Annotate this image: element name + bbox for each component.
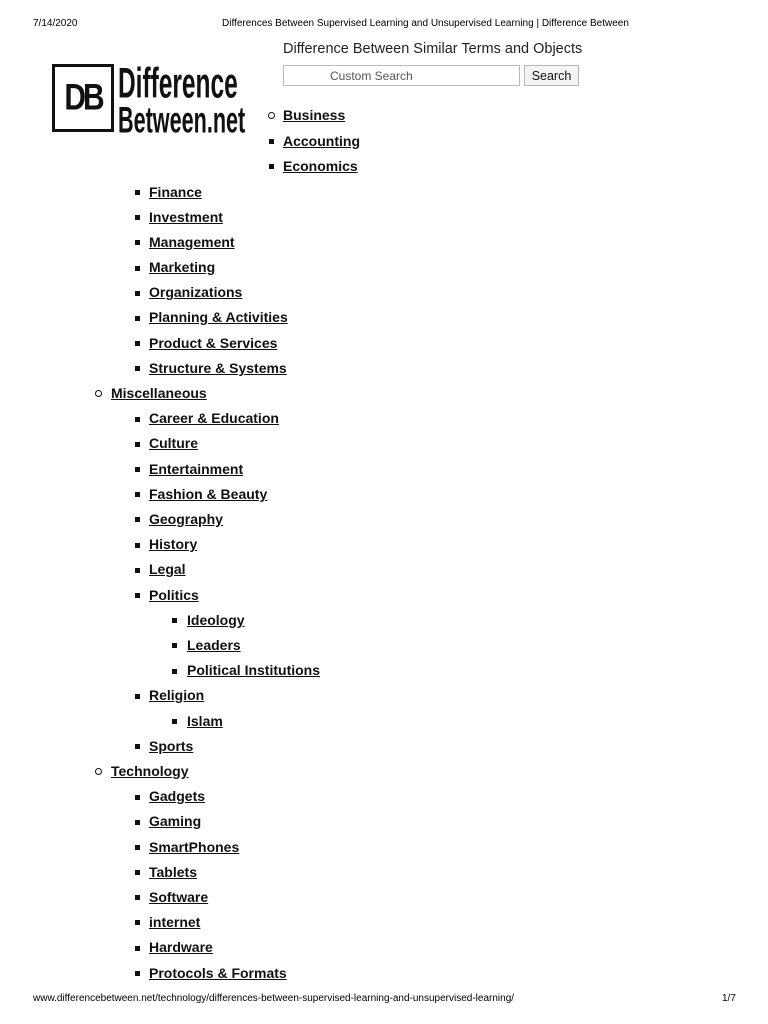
square-bullet-icon xyxy=(135,744,140,749)
nav-geography[interactable]: Geography xyxy=(149,511,223,527)
print-url: www.differencebetween.net/technology/differences-between-supervised-learning-and-unsupervised-learning/ xyxy=(33,993,515,1004)
circle-bullet-icon xyxy=(268,112,275,119)
nav-fashion-beauty[interactable]: Fashion & Beauty xyxy=(149,486,268,502)
circle-bullet-icon xyxy=(95,768,102,775)
square-bullet-icon xyxy=(269,164,274,169)
nav-economics[interactable]: Economics xyxy=(283,158,358,174)
nav-legal[interactable]: Legal xyxy=(149,561,186,577)
square-bullet-icon xyxy=(135,291,140,296)
square-bullet-icon xyxy=(135,694,140,699)
square-bullet-icon xyxy=(269,139,274,144)
logo-mark xyxy=(52,64,114,132)
nav-gaming[interactable]: Gaming xyxy=(149,813,202,829)
nav-accounting[interactable]: Accounting xyxy=(283,133,360,149)
square-bullet-icon xyxy=(135,517,140,522)
nav-technology[interactable]: Technology xyxy=(111,763,189,779)
logo-mark-text: DB xyxy=(64,76,102,118)
nav-tablets[interactable]: Tablets xyxy=(149,864,197,880)
nav-culture[interactable]: Culture xyxy=(149,435,198,451)
square-bullet-icon xyxy=(135,467,140,472)
square-bullet-icon xyxy=(135,341,140,346)
square-bullet-icon xyxy=(135,240,140,245)
print-date: 7/14/2020 xyxy=(33,18,78,29)
nav-gadgets[interactable]: Gadgets xyxy=(149,788,206,804)
square-bullet-icon xyxy=(135,316,140,321)
nav-internet[interactable]: internet xyxy=(149,914,201,930)
square-bullet-icon xyxy=(135,215,140,220)
nav-marketing[interactable]: Marketing xyxy=(149,259,216,275)
square-bullet-icon xyxy=(135,946,140,951)
logo-line-1: Difference xyxy=(118,60,238,108)
square-bullet-icon xyxy=(135,492,140,497)
nav-religion[interactable]: Religion xyxy=(149,687,205,703)
square-bullet-icon xyxy=(135,417,140,422)
nav-islam[interactable]: Islam xyxy=(187,713,223,729)
square-bullet-icon xyxy=(135,190,140,195)
nav-smartphones[interactable]: SmartPhones xyxy=(149,839,240,855)
nav-entertainment[interactable]: Entertainment xyxy=(149,461,244,477)
square-bullet-icon xyxy=(172,719,177,724)
site-tagline: Difference Between Similar Terms and Objects xyxy=(283,41,583,57)
square-bullet-icon xyxy=(135,266,140,271)
square-bullet-icon xyxy=(135,543,140,548)
nav-leaders[interactable]: Leaders xyxy=(187,637,241,653)
search-button[interactable]: Search xyxy=(524,65,579,86)
square-bullet-icon xyxy=(172,669,177,674)
nav-planning-activities[interactable]: Planning & Activities xyxy=(149,309,288,325)
print-page-title: Differences Between Supervised Learning and Unsupervised Learning | Difference Between xyxy=(222,18,629,29)
nav-politics[interactable]: Politics xyxy=(149,587,199,603)
square-bullet-icon xyxy=(135,568,140,573)
nav-organizations[interactable]: Organizations xyxy=(149,284,243,300)
nav-software[interactable]: Software xyxy=(149,889,209,905)
nav-history[interactable]: History xyxy=(149,536,198,552)
square-bullet-icon xyxy=(135,920,140,925)
nav-product-services[interactable]: Product & Services xyxy=(149,335,278,351)
print-page-number: 1/7 xyxy=(722,993,736,1004)
nav-miscellaneous[interactable]: Miscellaneous xyxy=(111,385,207,401)
square-bullet-icon xyxy=(135,593,140,598)
site-logo[interactable] xyxy=(52,60,257,142)
nav-ideology[interactable]: Ideology xyxy=(187,612,245,628)
square-bullet-icon xyxy=(135,820,140,825)
logo-line-2: Between.net xyxy=(118,100,246,142)
nav-business[interactable]: Business xyxy=(283,107,346,123)
nav-hardware[interactable]: Hardware xyxy=(149,939,213,955)
nav-investment[interactable]: Investment xyxy=(149,209,223,225)
square-bullet-icon xyxy=(172,618,177,623)
square-bullet-icon xyxy=(172,643,177,648)
square-bullet-icon xyxy=(135,971,140,976)
square-bullet-icon xyxy=(135,895,140,900)
square-bullet-icon xyxy=(135,366,140,371)
nav-management[interactable]: Management xyxy=(149,234,235,250)
square-bullet-icon xyxy=(135,442,140,447)
nav-structure-systems[interactable]: Structure & Systems xyxy=(149,360,287,376)
square-bullet-icon xyxy=(135,870,140,875)
nav-finance[interactable]: Finance xyxy=(149,184,202,200)
search-input[interactable] xyxy=(283,65,520,86)
nav-protocols-formats[interactable]: Protocols & Formats xyxy=(149,965,287,981)
square-bullet-icon xyxy=(135,795,140,800)
nav-career-education[interactable]: Career & Education xyxy=(149,410,279,426)
nav-political-institutions[interactable]: Political Institutions xyxy=(187,662,321,678)
square-bullet-icon xyxy=(135,845,140,850)
nav-sports[interactable]: Sports xyxy=(149,738,194,754)
circle-bullet-icon xyxy=(95,390,102,397)
